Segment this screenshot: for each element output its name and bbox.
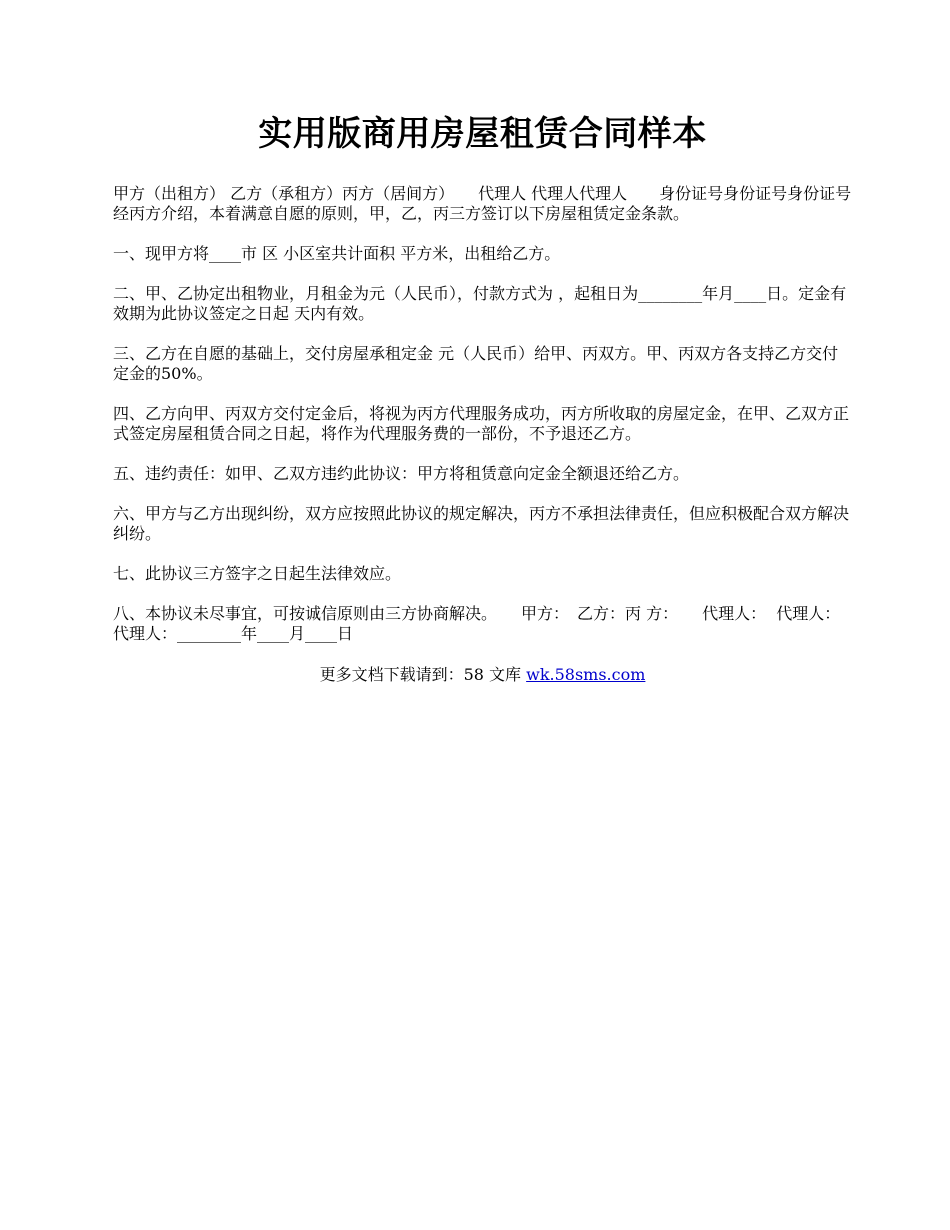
clause-1: 一、现甲方将____市 区 小区室共计面积 平方米，出租给乙方。 bbox=[113, 244, 561, 263]
clause-2: 二、甲、乙协定出租物业，月租金为元（人民币），付款方式为 ，起租日为________年月____日。定金有效期为此协议签定之日起 天内有效。 bbox=[113, 284, 847, 323]
clause-3: 三、乙方在自愿的基础上，交付房屋承租定金 元（人民币）给甲、丙双方。甲、丙双方各支持乙方交付定金的50%。 bbox=[113, 344, 839, 383]
document-title: 实用版商用房屋租赁合同样本 bbox=[258, 114, 707, 154]
clause-5: 五、违约责任：如甲、乙双方违约此协议：甲方将租赁意向定金全额退还给乙方。 bbox=[113, 464, 690, 483]
footer-link[interactable]: wk.58sms.com bbox=[526, 665, 646, 684]
clause-4: 四、乙方向甲、丙双方交付定金后，将视为丙方代理服务成功，丙方所收取的房屋定金，在甲、乙双方正式签定房屋租赁合同之日起，将作为代理服务费的一部份，不予退还乙方。 bbox=[113, 404, 850, 443]
clause-6: 六、甲方与乙方出现纠纷，双方应按照此协议的规定解决，丙方不承担法律责任，但应积极配合双方解决纠纷。 bbox=[113, 504, 850, 543]
clause-7: 七、此协议三方签字之日起生法律效应。 bbox=[113, 564, 402, 583]
clause-8-signatures: 八、本协议未尽事宜，可按诚信原则由三方协商解决。 甲方： 乙方：丙 方： 代理人： 代理人：代理人：________年____月____日 bbox=[113, 604, 841, 643]
intro-paragraph: 甲方（出租方） 乙方（承租方）丙方（居间方） 代理人 代理人代理人 身份证号身份证号身份证号 经丙方介绍，本着满意自愿的原则，甲，乙，丙三方签订以下房屋租赁定金条款。 bbox=[113, 184, 884, 223]
download-footer bbox=[113, 664, 852, 686]
footer-text: 更多文档下载请到：58 文库 bbox=[319, 665, 527, 684]
